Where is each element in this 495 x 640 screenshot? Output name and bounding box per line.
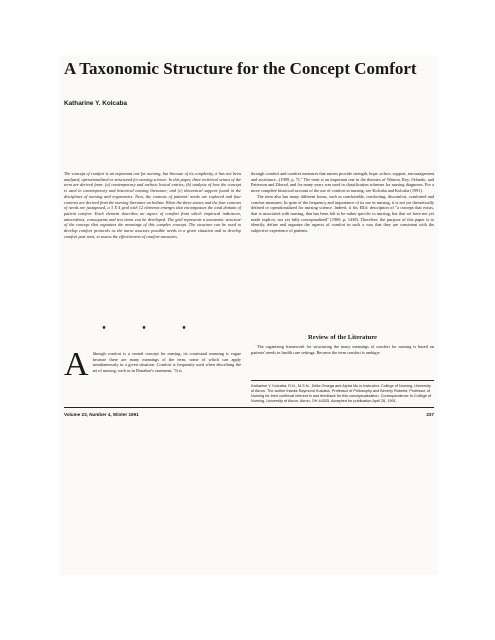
right-column bbox=[251, 171, 434, 234]
right-paragraph: through comfort and comfort measures that nurses provide strength, hope, solace, support, encouragement and assistance...(1989, p. 7)." The term is an important one in the theories of Watson, Roy, Orlando, and Patterson and Zderad, and for many years was used in classification schemes for nursing diagnoses. For a more complete historical account of the use of comfort in nursing, see Kolcaba and Kolcaba (1991). bbox=[251, 171, 434, 194]
drop-cap: A bbox=[64, 346, 89, 383]
right-paragraph: The term also has many different forms, such as comfortable, comforting, discomfort, comforted and comfort measures. In spite of the frequency and importance of its use in nursing, it is not yet theoretically defined or operationalized for nursing science. Indeed, it fits Ellis' description of "a concept that exists, that is associated with nursing, that has been felt to be rather specific to nursing, but that we have not yet made explicit, nor yet fully conceptualized" (1969, p. 1438). Therefore, the purpose of this paper is to identify, define and organize the aspects of comfort in such a way that they are consistent with the subjective experience of patients. bbox=[251, 193, 434, 234]
author-footnote: Katharine Y. Kolcaba, R.N., M.S.N., Delta Omega and Alpha Mu is Instructor, College of Nursing, University of Akron. The author thanks Raymond Kolcaba, Professor of Philosophy and Beverly Roberts, Professor of Nursing for their continual interest in and feedback for this conceptualization. Correspondence to College of Nursing, University of Akron, Akron, OH 44325. Accepted for publication April 26, 1991. bbox=[251, 380, 434, 404]
intro-text: lthough comfort is a central concept for nursing, its contextual meaning is vague because there are many meanings of the term, some of which can apply simultaneously in a given situation. Comfort is frequently used when describing the art of nursing, such as in Donahue's statement, "It is bbox=[92, 351, 241, 374]
footer-rule bbox=[64, 407, 434, 408]
page-number: 237 bbox=[426, 412, 434, 417]
article-abstract: The concept of comfort is an important one for nursing, but because of its complexity, it has not been analyzed, operationalized or structured for nursing science. In this paper, three technical senses of the term are derived from: (a) contemporary and archaic lexical entries; (b) analysis of how the concept is used in contemporary and historical nursing literature; and (c) theoretical support found in the disciplines of nursing and ergonomics. Next, the contexts of patients' needs are explored and four contexts are derived from the nursing literature on holism. When the three senses and the four contexts of needs are juxtaposed, a 3 X 4 grid with 12 elements emerges that encompasses the total domain of patient comfort. Each element describes an aspect of comfort from which empirical indicators, antecedents, consequents and test items can be developed. The grid represents a taxonomic structure of the concept that organizes the meanings of this complex concept. The structure can be used to develop comfort protocols as the nurse assesses possible needs in a given situation and to develop comfort post tests, to assess the effectiveness of comfort measures. bbox=[64, 171, 241, 239]
journal-issue: Volume 23, Number 4, Winter 1991 bbox=[64, 412, 139, 417]
intro-paragraph bbox=[64, 346, 241, 383]
section-heading: Review of the Literature bbox=[308, 334, 377, 341]
section-text: The organizing framework for structuring the many meanings of comfort for nursing is based on patients' needs in health care settings. Because the term comfort is ambigu- bbox=[251, 344, 434, 355]
section-separator: • • • bbox=[102, 323, 203, 334]
article-author: Katharine Y. Kolcaba bbox=[64, 100, 128, 107]
article-title: A Taxonomic Structure for the Concept Comfort bbox=[64, 59, 417, 78]
journal-page bbox=[60, 55, 438, 575]
